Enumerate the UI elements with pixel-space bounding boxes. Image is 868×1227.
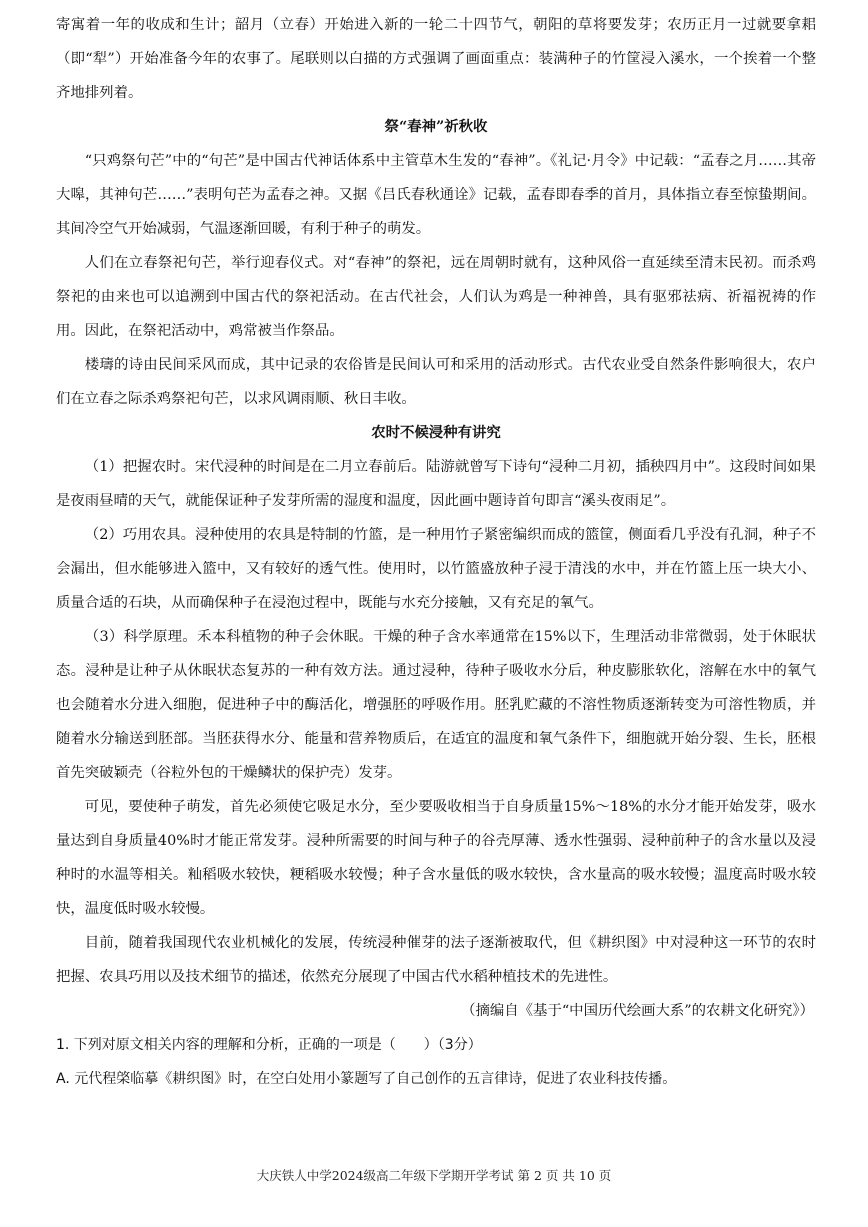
paragraph: “只鸡祭句芒”中的“句芒”是中国古代神话体系中主管草木生发的“春神”。《礼记·月令》中记载：“孟春之月……其帝大嗥，其神句芒……”表明句芒为孟春之神。又据《吕氏春秋通诠》记载，孟春即春季的首月，具体指立春至惊蛰期间。其间冷空气开始减弱，气温逐渐回暖，有利于种子的萌发。	[56, 153, 816, 237]
paragraph: （1）把握农时。宋代浸种的时间是在二月立春前后。陆游就曾写下诗句“浸种二月初，插秧四月中”。这段时间如果是夜雨昼晴的天气，就能保证种子发芽所需的湿度和温度，因此画中题诗首句即言“溪头夜雨足”。	[56, 459, 816, 509]
paragraph: 可见，要使种子萌发，首先必须使它吸足水分，至少要吸收相当于自身质量15%～18%的水分才能开始发芽，吸水量达到自身质量40%时才能正常发芽。浸种所需要的时间与种子的谷壳厚薄、透水性强弱、浸种前种子的含水量以及浸种时的水温等相关。籼稻吸水较快，粳稻吸水较慢；种子含水量低的吸水较快，含水量高的吸水较慢；温度高时吸水较快，温度低时吸水较慢。	[56, 799, 816, 917]
question-option-a: A. 元代程棨临摹《耕织图》时，在空白处用小篆题写了自己创作的五言律诗，促进了农业科技传播。	[56, 1071, 677, 1087]
section-heading-seed-soaking: 农时不候浸种有讲究	[371, 424, 501, 441]
paragraph: （3）科学原理。禾本科植物的种子会休眠。干燥的种子含水率通常在15%以下，生理活动非常微弱，处于休眠状态。浸种是让种子从休眠状态复苏的一种有效方法。通过浸种，待种子吸收水分后，种皮膨胀软化，溶解在水中的氧气也会随着水分进入细胞，促进种子中的酶活化，增强胚的呼吸作用。胚乳贮藏的不溶性物质逐渐转变为可溶性物质，并随着水分输送到胚部。当胚获得水分、能量和营养物质后，在适宜的温度和氧气条件下，细胞就开始分裂、生长，胚根首先突破颖壳（谷粒外包的干燥鳞状的保护壳）发芽。	[56, 629, 816, 781]
section-heading-spring-god: 祭“春神”祈秋收	[384, 118, 488, 135]
question-stem: 1. 下列对原文相关内容的理解和分析，正确的一项是（ ）（3分）	[56, 1037, 482, 1053]
paragraph: 楼璹的诗由民间采风而成，其中记录的农俗皆是民间认可和采用的活动形式。古代农业受自然条件影响很大，农户们在立春之际杀鸡祭祀句芒，以求风调雨顺、秋日丰收。	[56, 357, 816, 407]
paragraph: 人们在立春祭祀句芒，举行迎春仪式。对“春神”的祭祀，远在周朝时就有，这种风俗一直延续至清末民初。而杀鸡祭祀的由来也可以追溯到中国古代的祭祀活动。在古代社会，人们认为鸡是一种神兽，具有驱邪祛病、祈福祝祷的作用。因此，在祭祀活动中，鸡常被当作祭品。	[56, 255, 816, 339]
continued-paragraph: 寄寓着一年的收成和生计；韶月（立春）开始进入新的一轮二十四节气，朝阳的草将要发芽；农历正月一过就要拿耜（即“犁”）开始准备今年的农事了。尾联则以白描的方式强调了画面重点：装满种子的竹筐浸入溪水，一个挨着一个整齐地排列着。	[56, 17, 816, 101]
paragraph: 目前，随着我国现代农业机械化的发展，传统浸种催芽的法子逐渐被取代，但《耕织图》中对浸种这一环节的农时把握、农具巧用以及技术细节的描述，依然充分展现了中国古代水稻种植技术的先进性。	[56, 935, 816, 985]
body-text	[56, 8, 816, 1096]
page-footer: 大庆铁人中学2024级高二年级下学期开学考试 第 2 页 共 10 页	[256, 1168, 612, 1183]
paragraph: （2）巧用农具。浸种使用的农具是特制的竹篮，是一种用竹子紧密编织而成的篮筐，侧面看几乎没有孔洞，种子不会漏出，但水能够进入篮中，又有较好的透气性。使用时，以竹篮盛放种子浸于清浅的水中，并在竹篮上压一块大小、质量合适的石块，从而确保种子在浸泡过程中，既能与水充分接触，又有充足的氧气。	[56, 527, 816, 611]
source-citation: （摘编自《基于“中国历代绘画大系”的农耕文化研究》）	[461, 1003, 814, 1019]
